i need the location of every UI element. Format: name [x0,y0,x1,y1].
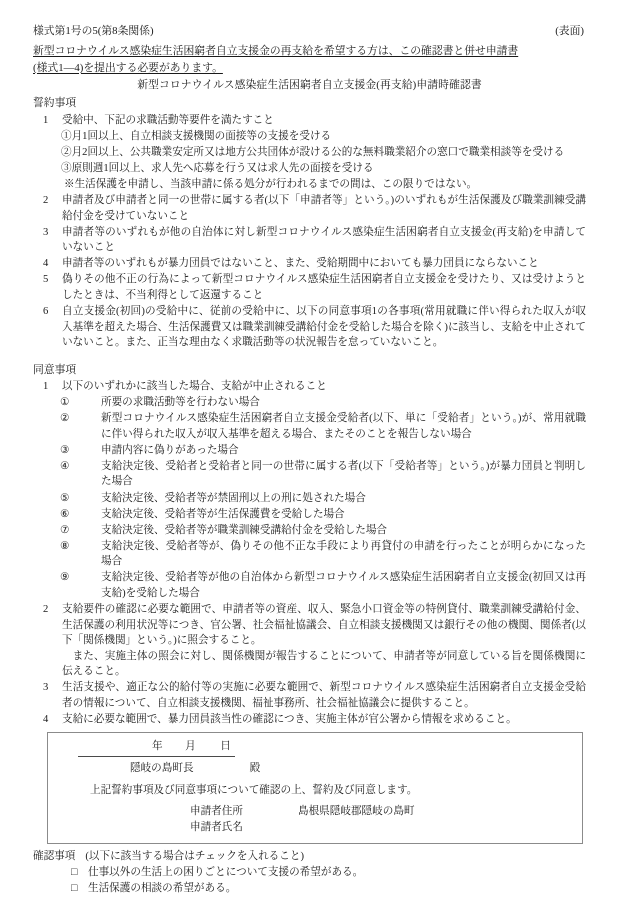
applicant-fields [190,804,572,836]
consent-item-2-paragraph-1: 支給要件の確認に必要な範囲で、申請者等の資産、収入、緊急小口資金等の特例貸付、職業訓練受講給付金、生活保護の利用状況等につき、官公署、社会福祉協議会、自立相談支援機関又は銀行その他の機関、関係者(以下「関係機関」という。)に照会すること。 [62,603,586,647]
pledge-item-4-text: 申請者等のいずれもが暴力団員ではないこと、また、受給期間中においても暴力団員にならないこと [62,258,539,270]
consent-item-1-text: 以下のいずれかに該当した場合、支給が中止されること [62,381,327,393]
signature-box [47,732,583,843]
pledge-item-5-text: 偽りその他不正の行為によって新型コロナウイルス感染症生活困窮者自立支援金を受けたり、又は受けようとしたときは、不当利得として返還すること [62,274,586,301]
document-header [33,24,586,39]
pledge-subitem-3: ③原則週1回以上、求人先へ応募を行う又は求人先の面接を受ける [61,162,374,174]
consent-subitem-5-text: 支給決定後、受給者等が禁固刑以上の刑に処された場合 [101,492,366,504]
consent-subitem-5-marker: ⑤ [60,492,70,504]
pledge-item-6 [42,304,586,351]
consent-item-4 [42,712,586,728]
consent-subitem-2-marker: ② [60,413,70,425]
consent-item-1 [42,379,586,395]
consent-item-3-number: 3 [43,682,49,694]
notice-block [33,43,586,76]
consent-subitem-1-marker: ① [60,397,70,409]
pledge-item-1-number: 1 [43,114,49,126]
consent-item-1-number: 1 [43,381,49,393]
applicant-name-label: 申請者氏名 [190,822,243,833]
consent-subitem-5 [60,491,586,507]
pledge-heading: 誓約事項 [33,97,77,110]
addressee-row [130,761,572,777]
applicant-name-value[interactable] [298,820,572,836]
pledge-item-3 [42,225,586,256]
checkbox-label-1: 仕事以外の生活上の困りごとについて支援の希望がある。 [88,866,364,878]
checkbox-row-1[interactable] [71,865,586,881]
consent-subitem-2-text: 新型コロナウイルス感染症生活困窮者自立支援金受給者(以下、単に「受給者」という。)が、常用就職に伴い得られた収入が収入基準を超える場合、またそのことを報告しない場合 [101,413,586,440]
check-heading-instruction: (以下に該当する場合はチェックを入れること) [85,850,304,862]
consent-subitem-1 [60,395,586,411]
checkbox-row-2[interactable] [71,881,586,897]
pledge-item-5-number: 5 [43,274,49,286]
pledge-item-2 [42,193,586,224]
consent-subitem-6 [60,507,586,523]
checkbox-icon[interactable]: □ [71,882,78,894]
pledge-item-3-number: 3 [43,226,49,238]
confirm-statement: 上記誓約事項及び同意事項について確認の上、誓約及び同意します。 [90,785,418,797]
consent-subitem-7-text: 支給決定後、受給者等が職業訓練受講給付金を受給した場合 [101,524,388,536]
month-label: 月 [185,741,197,753]
consent-item-4-number: 4 [43,713,49,725]
pledge-item-1 [42,113,586,129]
pledge-item-3-text: 申請者等のいずれもが他の自治体に対し新型コロナウイルス感染症生活困窮者自立支援金(再支給)を申請していないこと [62,226,586,254]
pledge-item-5 [42,272,586,303]
pledge-item-2-number: 2 [43,195,49,207]
pledge-subitem-2: ②月2回以上、公共職業安定所又は地方公共団体が設ける公的な無料職業紹介の窓口で職業相談等を受ける [61,146,565,158]
consent-subitem-8 [60,539,586,570]
signature-date-row [58,739,572,757]
pledge-subitem-1: ①月1回以上、自立相談支援機関の面接等の支援を受ける [61,130,332,142]
consent-subitem-3-text: 申請内容に偽りがあった場合 [101,444,239,456]
consent-subitem-8-text: 支給決定後、受給者等が、偽りその他不正な手段により再貸付の申請を行ったことが明らかになった場合 [101,540,586,568]
year-label: 年 [152,741,164,753]
pledge-item-4 [42,256,586,272]
pledge-item-4-number: 4 [43,258,49,270]
consent-subitem-8-marker: ⑧ [60,540,70,552]
consent-subitem-4-marker: ④ [60,460,70,472]
applicant-address-row [190,804,572,820]
check-heading-label: 確認事項 [33,850,76,862]
consent-item-2-paragraph-2: また、実施主体の照会に対し、関係機関が報告することについて、申請者等が同意している旨を関係機関に伝えること。 [62,650,586,678]
consent-heading: 同意事項 [33,363,77,376]
consent-item-3 [42,680,586,711]
checkbox-icon[interactable]: □ [71,866,78,878]
pledge-item-6-number: 6 [43,306,49,318]
pledge-item-2-text: 申請者及び申請者と同一の世帯に属する者(以下「申請者等」という。)のいずれもが生活保護及び職業訓練受講給付金を受けていないこと [62,195,586,222]
consent-item-2 [42,602,586,680]
notice-line-2: (様式1―4)を提出する必要があります。 [33,61,223,74]
consent-item-2-number: 2 [43,603,49,615]
addressee-name: 隠岐の島町長 [130,763,194,775]
pledge-item-6-text: 自立支援金(初回)の受給中に、従前の受給中に、以下の同意事項1の各事項(常用就職に伴い得られた収入が収入基準を超えた場合、生活保護費又は職業訓練受講給付金を受給した場合を除く)に該当し、支給を中止されていないこと。また、正当な理由なく求職活動等の状況報告を怠っていないこと。 [62,306,586,349]
consent-subitem-6-marker: ⑥ [60,508,70,520]
consent-subitem-3 [60,443,586,459]
applicant-address-value[interactable]: 島根県隠岐郡隠岐の島町 [298,806,415,818]
consent-subitem-6-text: 支給決定後、受給者等が生活保護費を受給した場合 [101,508,345,520]
pledge-item-1-text: 受給中、下記の求職活動等要件を満たすこと [62,114,274,126]
applicant-address-label: 申請者住所 [190,806,243,818]
day-label: 日 [220,741,232,753]
consent-subitem-4 [60,459,586,490]
document-title: 新型コロナウイルス感染症生活困窮者自立支援金(再支給)申請時確認書 [137,79,482,92]
consent-subitem-4-text: 支給決定後、受給者と受給者と同一の世帯に属する者(以下「受給者等」という。)が暴力団員と判明した場合 [101,460,586,488]
consent-subitem-2 [60,411,586,442]
consent-subitem-7 [60,523,586,539]
pledge-note: ※生活保護を申請し、当該申請に係る処分が行われるまでの間は、この限りではない。 [64,179,478,191]
form-number: 様式第1号の5(第8条関係) [33,25,154,37]
notice-line-1: 新型コロナウイルス感染症生活困窮者自立支援金の再支給を希望する方は、この確認書と併せ申請書 [33,45,519,58]
consent-item-4-text: 支給に必要な範囲で、暴力団員該当性の確認につき、実施主体が官公署から情報を求めること。 [62,713,517,725]
check-section-heading [33,849,586,864]
addressee-honorific: 殿 [249,763,261,775]
consent-item-3-text: 生活支援や、適正な公的給付等の実施に必要な範囲で、新型コロナウイルス感染症生活困窮者自立支援金受給者の情報について、自立相談支援機関、福祉事務所、社会福祉協議会に提供すること。 [62,682,586,709]
consent-subitem-9-text: 支給決定後、受給者等が他の自治体から新型コロナウイルス感染症生活困窮者自立支援金(初回又は再支給)を受給した場合 [101,572,586,599]
applicant-name-row [190,820,572,836]
consent-subitem-7-marker: ⑦ [60,524,70,536]
consent-subitem-9 [60,570,586,601]
consent-subitem-3-marker: ③ [60,444,70,456]
date-entry-line[interactable] [78,739,235,757]
checkbox-label-2: 生活保護の相談の希望がある。 [88,882,237,894]
consent-subitem-9-marker: ⑨ [60,572,70,584]
consent-subitem-1-text: 所要の求職活動等を行わない場合 [101,397,260,409]
side-label: (表面) [555,25,584,37]
